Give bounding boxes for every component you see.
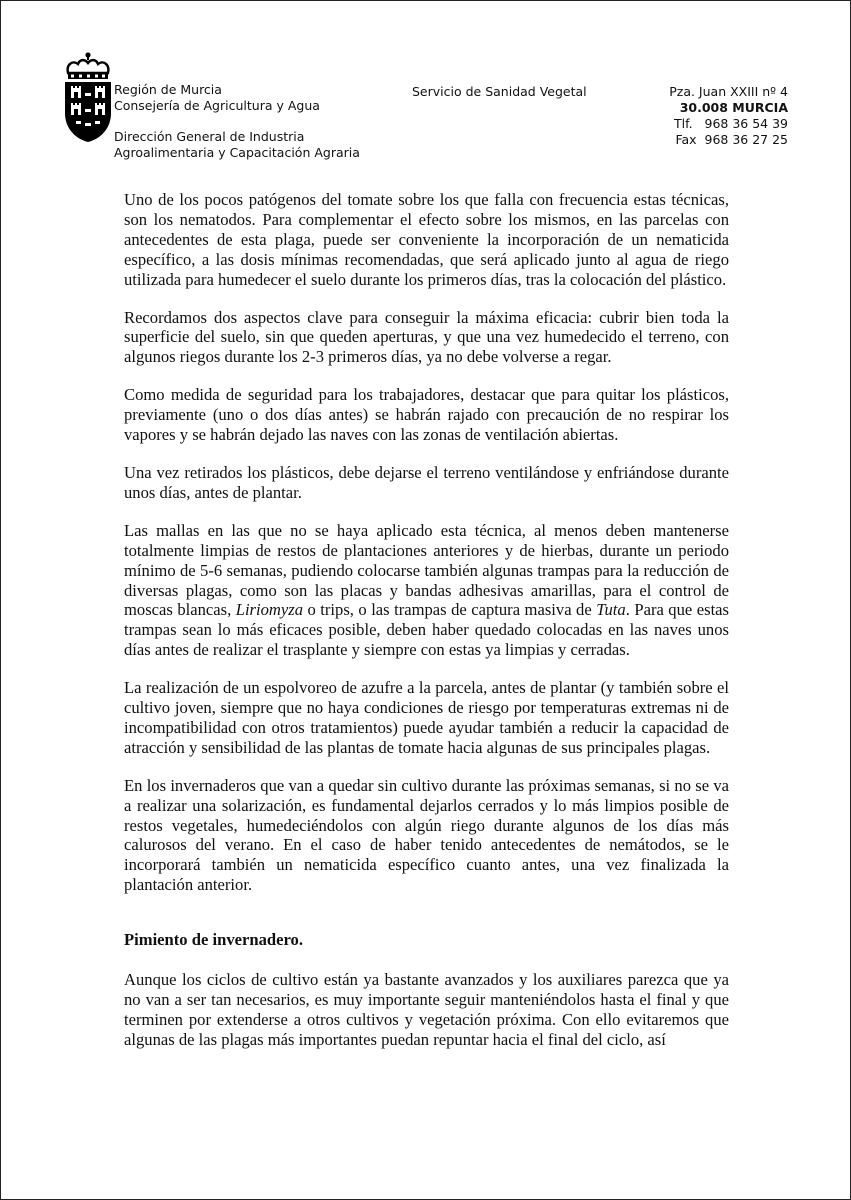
header-organization	[114, 82, 320, 114]
address-city: 30.008 MURCIA	[679, 100, 788, 115]
service-name: Servicio de Sanidad Vegetal	[412, 84, 587, 99]
directorate-line1: Dirección General de Industria	[114, 129, 305, 144]
paragraph-sulfur: La realización de un espolvoreo de azufre a la parcela, antes de plantar (y también sobre el cultivo joven, siempre que no haya condiciones de riesgo por temperaturas extremas ni de incompatibilidad con otros tratamientos) puede ayudar también a reducir la capacidad de atracción y sensibilidad de las plantas de tomate hacia algunas de sus principales plagas.	[124, 678, 729, 757]
header-directorate	[114, 129, 360, 161]
paragraph-nematodes: Uno de los pocos patógenos del tomate sobre los que falla con frecuencia estas técnicas, son los nematodos. Para complementar el efecto sobre los mismos, en las parcelas con antecedentes de esta plaga, puede ser conveniente la incorporación de un nematicida específico, a las dosis mínimas recomendadas, que será aplicado junto al agua de riego utilizada para humedecer el suelo durante los primeros días, tras la colocación del plástico.	[124, 190, 729, 289]
traps-text-2: o trips, o las trampas de captura masiva de	[303, 600, 597, 620]
paragraph-pepper: Aunque los ciclos de cultivo están ya bastante avanzados y los auxiliares parezca que ya no van a ser tan necesarios, es muy importante seguir manteniéndolos hasta el final y que terminen por extenderse a otros cultivos y vegetación próxima. Con ello evitaremos que algunas de las plagas más importantes puedan repuntar hacia el final del ciclo, así	[124, 970, 729, 1049]
paragraph-traps	[124, 521, 729, 660]
phone-number: Tlf. 968 36 54 39	[674, 116, 788, 131]
traps-text-1: Las mallas en las que no se haya aplicado esta técnica, al menos deben mantenerse totalmente limpias de restos de plantaciones anteriores y de hierbas, durante un periodo mínimo de 5-6 semanas, pudiendo colocarse también algunas trampas para la reducción de diversas plagas, como son las placas y bandas adhesivas amarillas, para el control de moscas blancas,	[124, 520, 729, 620]
org-department: Consejería de Agricultura y Agua	[114, 98, 320, 113]
traps-species-tuta: Tuta	[596, 600, 626, 620]
paragraph-ventilation: Una vez retirados los plásticos, debe dejarse el terreno ventilándose y enfriándose durante unos días, antes de plantar.	[124, 462, 729, 502]
fax-number: Fax 968 36 27 25	[675, 132, 788, 147]
traps-text-3: . Para que estas trampas sean lo más eficaces posible, deben haber quedado colocadas en las naves unos días antes de realizar el trasplante y siempre con estas ya limpias y cerradas.	[124, 600, 730, 660]
directorate-line2: Agroalimentaria y Capacitación Agraria	[114, 145, 360, 160]
region-coat-of-arms-icon	[63, 51, 113, 143]
org-name: Región de Murcia	[114, 82, 222, 97]
traps-species-liriomyza: Liriomyza	[235, 600, 304, 620]
paragraph-key-aspects: Recordamos dos aspectos clave para conseguir la máxima eficacia: cubrir bien toda la superficie del suelo, sin que queden aperturas, y que una vez humedecido el terreno, con algunos riegos durante los 2-3 primeros días, ya no debe volverse a regar.	[124, 307, 729, 367]
paragraph-worker-safety: Como medida de seguridad para los trabajadores, destacar que para quitar los plásticos, previamente (uno o dos días antes) se habrán rajado con precaución de no respirar los vapores y se habrán dejado las naves con las zonas de ventilación abiertas.	[124, 385, 729, 445]
document-body	[124, 190, 729, 1050]
header-address	[669, 84, 788, 148]
header-service	[412, 84, 587, 100]
address-street: Pza. Juan XXIII nº 4	[669, 84, 788, 99]
paragraph-greenhouses: En los invernaderos que van a quedar sin cultivo durante las próximas semanas, si no se va a realizar una solarización, es fundamental dejarlos cerrados y lo más limpios posible de restos vegetales, humedeciéndolos con algún riego durante algunos de los días más calurosos del verano. En el caso de haber tenido antecedentes de nemátodos, se le incorporará también un nematicida específico cuanto antes, una vez finalizada la plantación anterior.	[124, 775, 729, 895]
section-heading-pepper: Pimiento de invernadero.	[124, 930, 303, 950]
